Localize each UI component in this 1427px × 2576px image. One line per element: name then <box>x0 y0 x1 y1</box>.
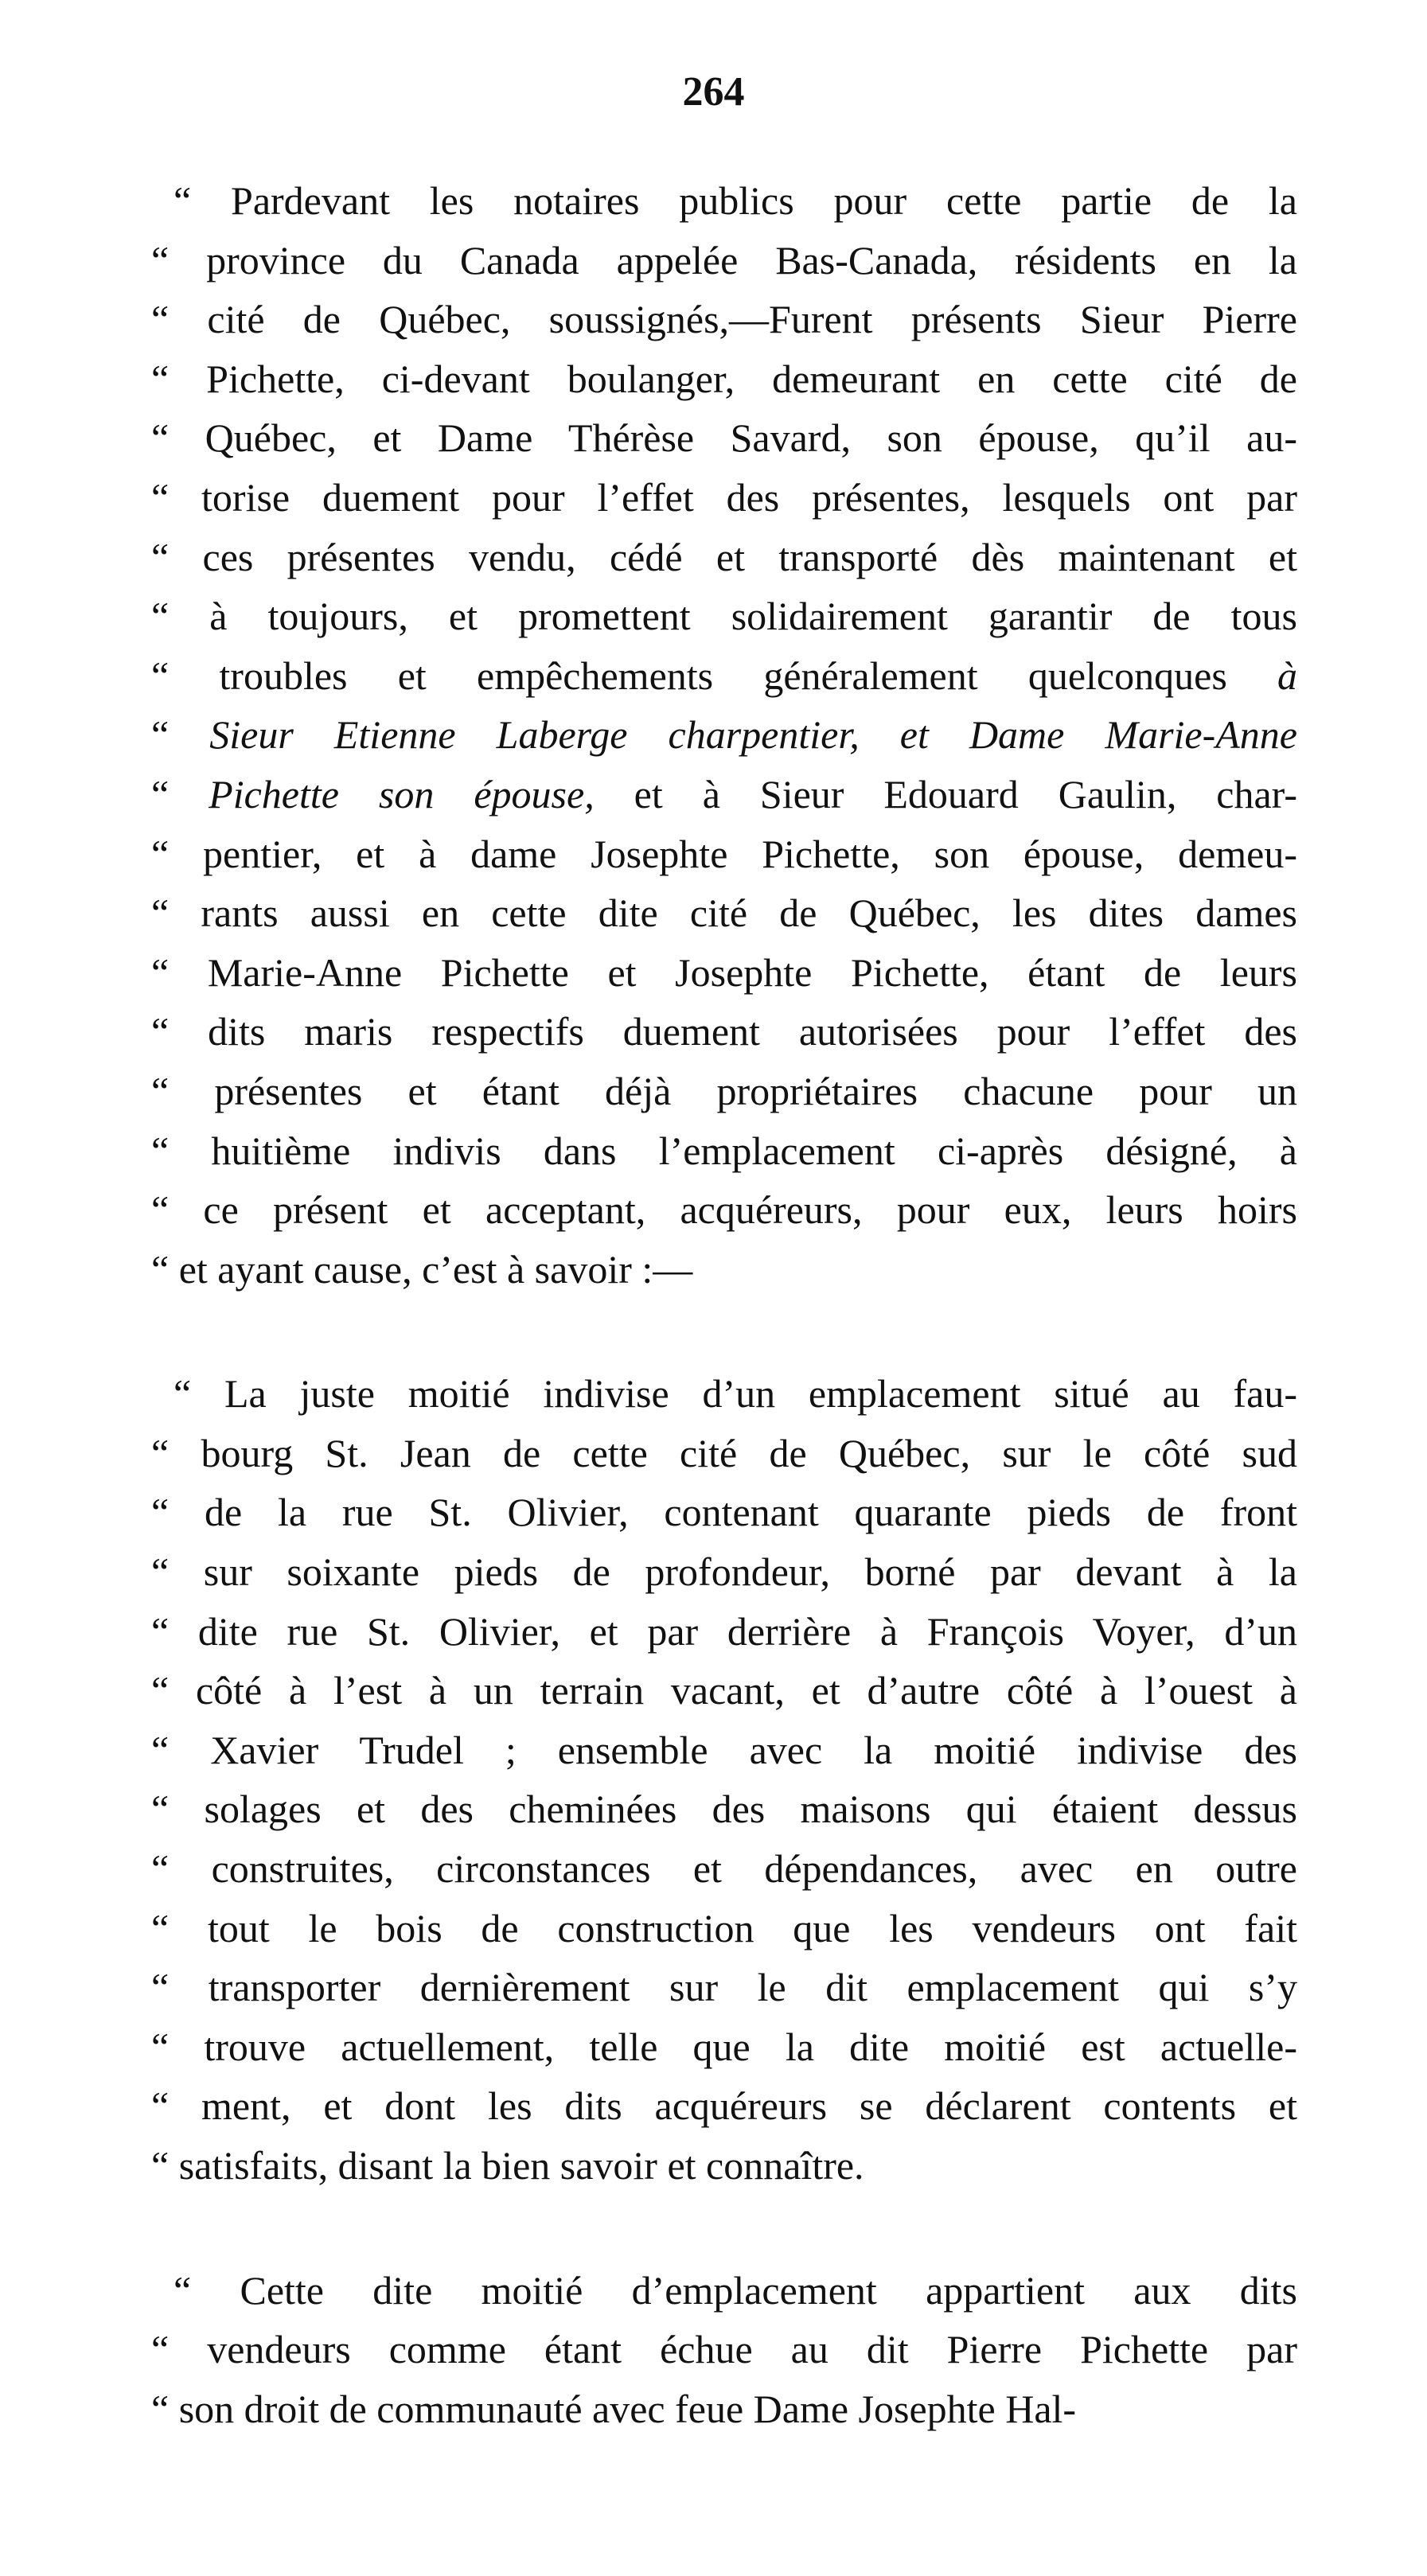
italic-text-segment: Sieur Etienne Laberge charpentier, et Dame Marie-Anne <box>209 712 1297 758</box>
text-segment: “ satisfaits, disant la bien savoir et connaître. <box>151 2143 864 2188</box>
text-line <box>151 231 1297 290</box>
text-line <box>151 1240 1297 1300</box>
text-line <box>151 2136 1297 2196</box>
text-segment: “ présentes et étant déjà propriétaires chacune pour un <box>151 1068 1297 1113</box>
text-line <box>151 1661 1297 1721</box>
text-segment: “ <box>151 771 209 816</box>
text-segment: “ solages et des cheminées des maisons qui étaient dessus <box>151 1787 1297 1832</box>
italic-text-segment: à <box>1277 653 1297 698</box>
text-line <box>151 705 1297 765</box>
page-number: 264 <box>682 69 745 115</box>
text-segment: “ transporter dernièrement sur le dit emplacement qui s’y <box>151 1965 1297 2010</box>
text-segment: “ Xavier Trudel ; ensemble avec la moitié indivise des <box>151 1727 1297 1772</box>
text-line <box>151 528 1297 587</box>
text-segment: “ huitième indivis dans l’emplacement ci-après désigné, à <box>151 1128 1297 1173</box>
text-segment: “ ment, et dont les dits acquéreurs se déclarent contents et <box>151 2083 1297 2129</box>
text-segment: “ côté à l’est à un terrain vacant, et d’autre côté à l’ouest à <box>151 1668 1297 1713</box>
text-line <box>151 1602 1297 1662</box>
text-line <box>151 943 1297 1003</box>
text-segment: “ troubles et empêchements généralement quelconques <box>151 653 1277 698</box>
text-segment: “ son droit de communauté avec feue Dame Josephte Hal- <box>151 2386 1077 2431</box>
text-segment: “ <box>151 712 210 758</box>
text-line <box>151 1779 1297 1839</box>
paragraph <box>151 2261 1297 2439</box>
text-segment: et à Sieur Edouard Gaulin, char- <box>594 771 1297 816</box>
text-segment: “ Cette dite moitié d’emplacement appartient aux dits <box>174 2267 1297 2313</box>
text-line <box>151 2379 1297 2439</box>
text-segment: “ construites, circonstances et dépendances, avec en outre <box>151 1846 1297 1892</box>
text-line <box>151 1180 1297 1240</box>
text-segment: “ ces présentes vendu, cédé et transporté dès maintenant et <box>151 534 1297 579</box>
italic-text-segment: Pichette son épouse, <box>209 771 595 816</box>
text-line <box>151 1483 1297 1542</box>
text-segment: “ pentier, et à dame Josephte Pichette, son épouse, demeu- <box>151 831 1297 876</box>
text-line <box>151 349 1297 409</box>
text-line <box>151 646 1297 706</box>
text-line <box>151 2261 1297 2321</box>
text-segment: “ province du Canada appelée Bas-Canada, résidents en la <box>151 237 1297 283</box>
body-text <box>151 171 1297 2438</box>
text-line <box>151 290 1297 349</box>
text-segment: “ à toujours, et promettent solidairement garantir de tous <box>151 594 1297 639</box>
text-segment: “ cité de Québec, soussignés,—Furent présents Sieur Pierre <box>151 297 1297 342</box>
paragraph <box>151 171 1297 1299</box>
text-line <box>151 1899 1297 1958</box>
text-segment: “ Québec, et Dame Thérèse Savard, son épouse, qu’il au- <box>151 415 1297 461</box>
text-line <box>151 1958 1297 2017</box>
text-segment: “ vendeurs comme étant échue au dit Pierre Pichette par <box>151 2327 1297 2372</box>
text-line <box>151 2320 1297 2379</box>
text-line <box>151 1364 1297 1424</box>
text-line <box>151 408 1297 468</box>
text-line <box>151 883 1297 943</box>
text-line <box>151 1062 1297 1121</box>
text-segment: “ tout le bois de construction que les vendeurs ont fait <box>151 1905 1297 1951</box>
text-segment: “ La juste moitié indivise d’un emplacement situé au fau- <box>174 1371 1297 1417</box>
paragraph <box>151 1364 1297 2195</box>
text-line <box>151 1424 1297 1483</box>
text-line <box>151 587 1297 646</box>
text-line <box>151 824 1297 884</box>
text-segment: “ rants aussi en cette dite cité de Québec, les dites dames <box>151 890 1297 936</box>
text-segment: “ de la rue St. Olivier, contenant quarante pieds de front <box>151 1490 1297 1535</box>
text-line <box>151 765 1297 824</box>
text-segment: “ sur soixante pieds de profondeur, borné par devant à la <box>151 1549 1297 1595</box>
text-segment: “ ce présent et acceptant, acquéreurs, pour eux, leurs hoirs <box>151 1187 1297 1233</box>
text-segment: “ Marie-Anne Pichette et Josephte Pichette, étant de leurs <box>151 949 1297 995</box>
text-line <box>151 171 1297 231</box>
text-segment: “ dits maris respectifs duement autorisées pour l’effet des <box>151 1009 1297 1054</box>
text-line <box>151 468 1297 528</box>
text-segment: “ dite rue St. Olivier, et par derrière à François Voyer, d’un <box>151 1608 1297 1654</box>
text-line <box>151 2076 1297 2136</box>
text-line <box>151 1542 1297 1602</box>
text-segment: “ Pichette, ci-devant boulanger, demeurant en cette cité de <box>151 356 1297 401</box>
text-line <box>151 1121 1297 1181</box>
text-segment: “ et ayant cause, c’est à savoir :— <box>151 1246 693 1292</box>
text-line <box>151 1721 1297 1780</box>
text-segment: “ trouve actuellement, telle que la dite moitié est actuelle- <box>151 2024 1297 2069</box>
text-segment: “ torise duement pour l’effet des présentes, lesquels ont par <box>151 474 1297 520</box>
text-segment: “ Pardevant les notaires publics pour cette partie de la <box>174 178 1297 223</box>
text-line <box>151 1839 1297 1899</box>
text-line <box>151 2017 1297 2077</box>
text-segment: “ bourg St. Jean de cette cité de Québec, sur le côté sud <box>151 1430 1297 1475</box>
text-line <box>151 1002 1297 1062</box>
